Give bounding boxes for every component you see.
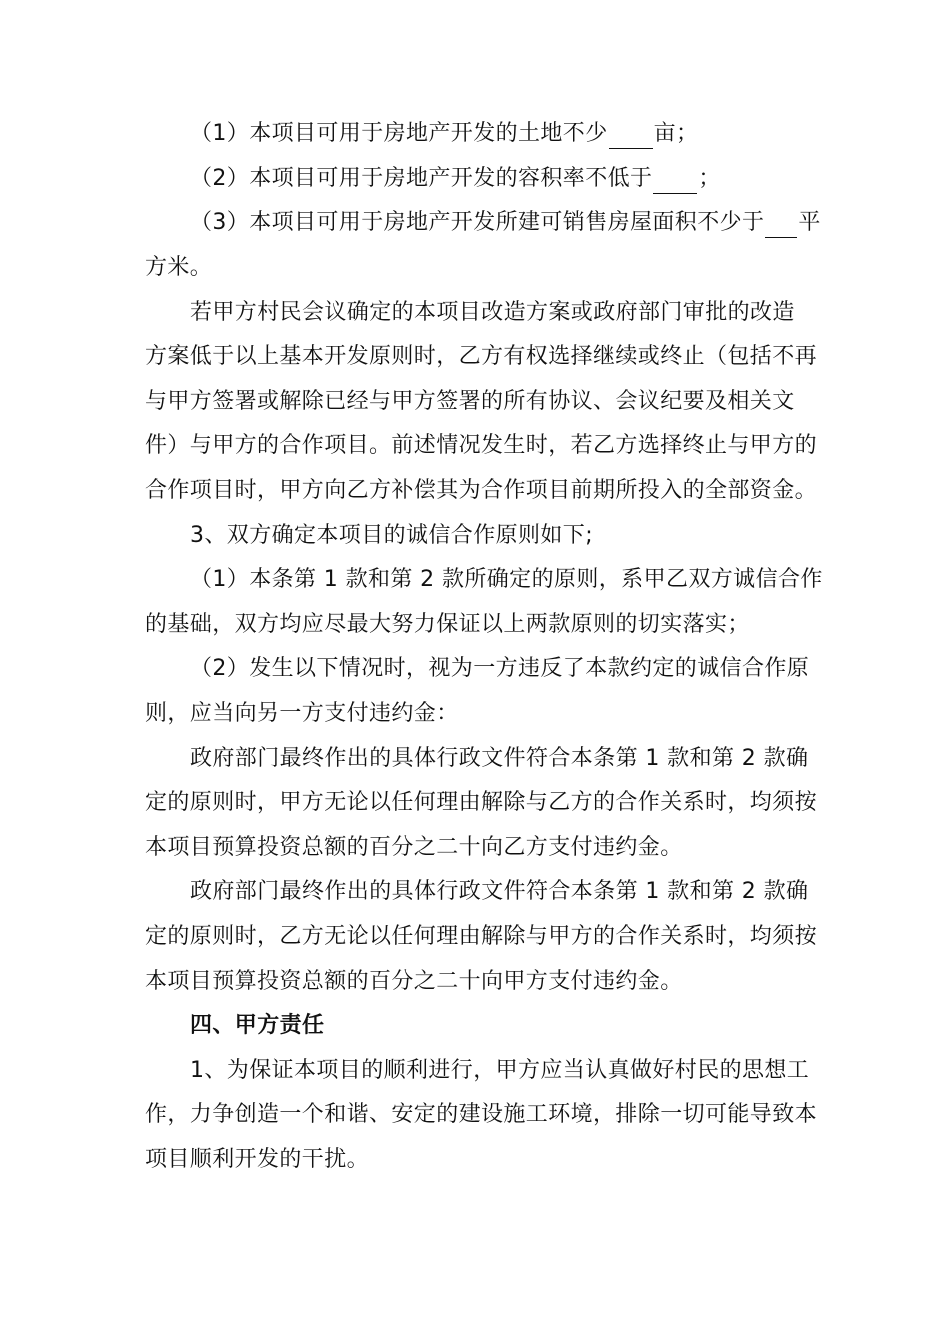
text-line: 与甲方签署或解除已经与甲方签署的所有协议、会议纪要及相关文 bbox=[145, 389, 795, 414]
clause-item-2-unit: ； bbox=[698, 166, 721, 191]
text-line: 本项目预算投资总额的百分之二十向甲方支付违约金。 bbox=[145, 969, 683, 994]
text-line: 3、双方确定本项目的诚信合作原则如下; bbox=[190, 523, 594, 548]
section-heading: 四、甲方责任 bbox=[190, 1013, 325, 1038]
clause-item-2-text: （2）本项目可用于房地产开发的容积率不低于 bbox=[190, 166, 653, 191]
text-line: 则，应当向另一方支付违约金： bbox=[145, 701, 459, 726]
text-line: 件）与甲方的合作项目。前述情况发生时，若乙方选择终止与甲方的 bbox=[145, 433, 818, 458]
clause-item-1-unit: 亩； bbox=[653, 121, 699, 146]
blank-field-plot-ratio bbox=[653, 167, 697, 194]
text-line: 1、为保证本项目的顺利进行，甲方应当认真做好村民的思想工 bbox=[190, 1058, 810, 1083]
text-line: 的基础，双方均应尽最大努力保证以上两款原则的切实落实； bbox=[145, 612, 750, 637]
clause-item-2 bbox=[190, 164, 721, 194]
text-line: 政府部门最终作出的具体行政文件符合本条第 1 款和第 2 款确 bbox=[190, 879, 809, 904]
text-line: （1）本条第 1 款和第 2 款所确定的原则，系甲乙双方诚信合作 bbox=[190, 567, 823, 592]
text-line: 作，力争创造一个和谐、安定的建设施工环境，排除一切可能导致本 bbox=[145, 1102, 818, 1127]
clause-item-3 bbox=[190, 208, 821, 238]
text-line: 方米。 bbox=[145, 255, 213, 280]
blank-field-acres bbox=[609, 122, 653, 149]
text-line: 方案低于以上基本开发原则时，乙方有权选择继续或终止（包括不再 bbox=[145, 344, 818, 369]
text-line: 定的原则时，乙方无论以任何理由解除与甲方的合作关系时，均须按 bbox=[145, 924, 818, 949]
clause-item-3-unit: 平 bbox=[798, 210, 821, 235]
text-line: 本项目预算投资总额的百分之二十向乙方支付违约金。 bbox=[145, 835, 683, 860]
text-line: 项目顺利开发的干扰。 bbox=[145, 1147, 370, 1172]
text-line: 若甲方村民会议确定的本项目改造方案或政府部门审批的改造 bbox=[190, 300, 795, 325]
clause-item-1-text: （1）本项目可用于房地产开发的土地不少 bbox=[190, 121, 608, 146]
blank-field-area bbox=[765, 211, 797, 238]
text-line: （2）发生以下情况时，视为一方违反了本款约定的诚信合作原 bbox=[190, 656, 810, 681]
text-line: 定的原则时，甲方无论以任何理由解除与乙方的合作关系时，均须按 bbox=[145, 790, 818, 815]
clause-item-3-text: （3）本项目可用于房地产开发所建可销售房屋面积不少于 bbox=[190, 210, 765, 235]
clause-item-1 bbox=[190, 119, 698, 149]
text-line: 合作项目时，甲方向乙方补偿其为合作项目前期所投入的全部资金。 bbox=[145, 478, 818, 503]
text-line: 政府部门最终作出的具体行政文件符合本条第 1 款和第 2 款确 bbox=[190, 746, 809, 771]
